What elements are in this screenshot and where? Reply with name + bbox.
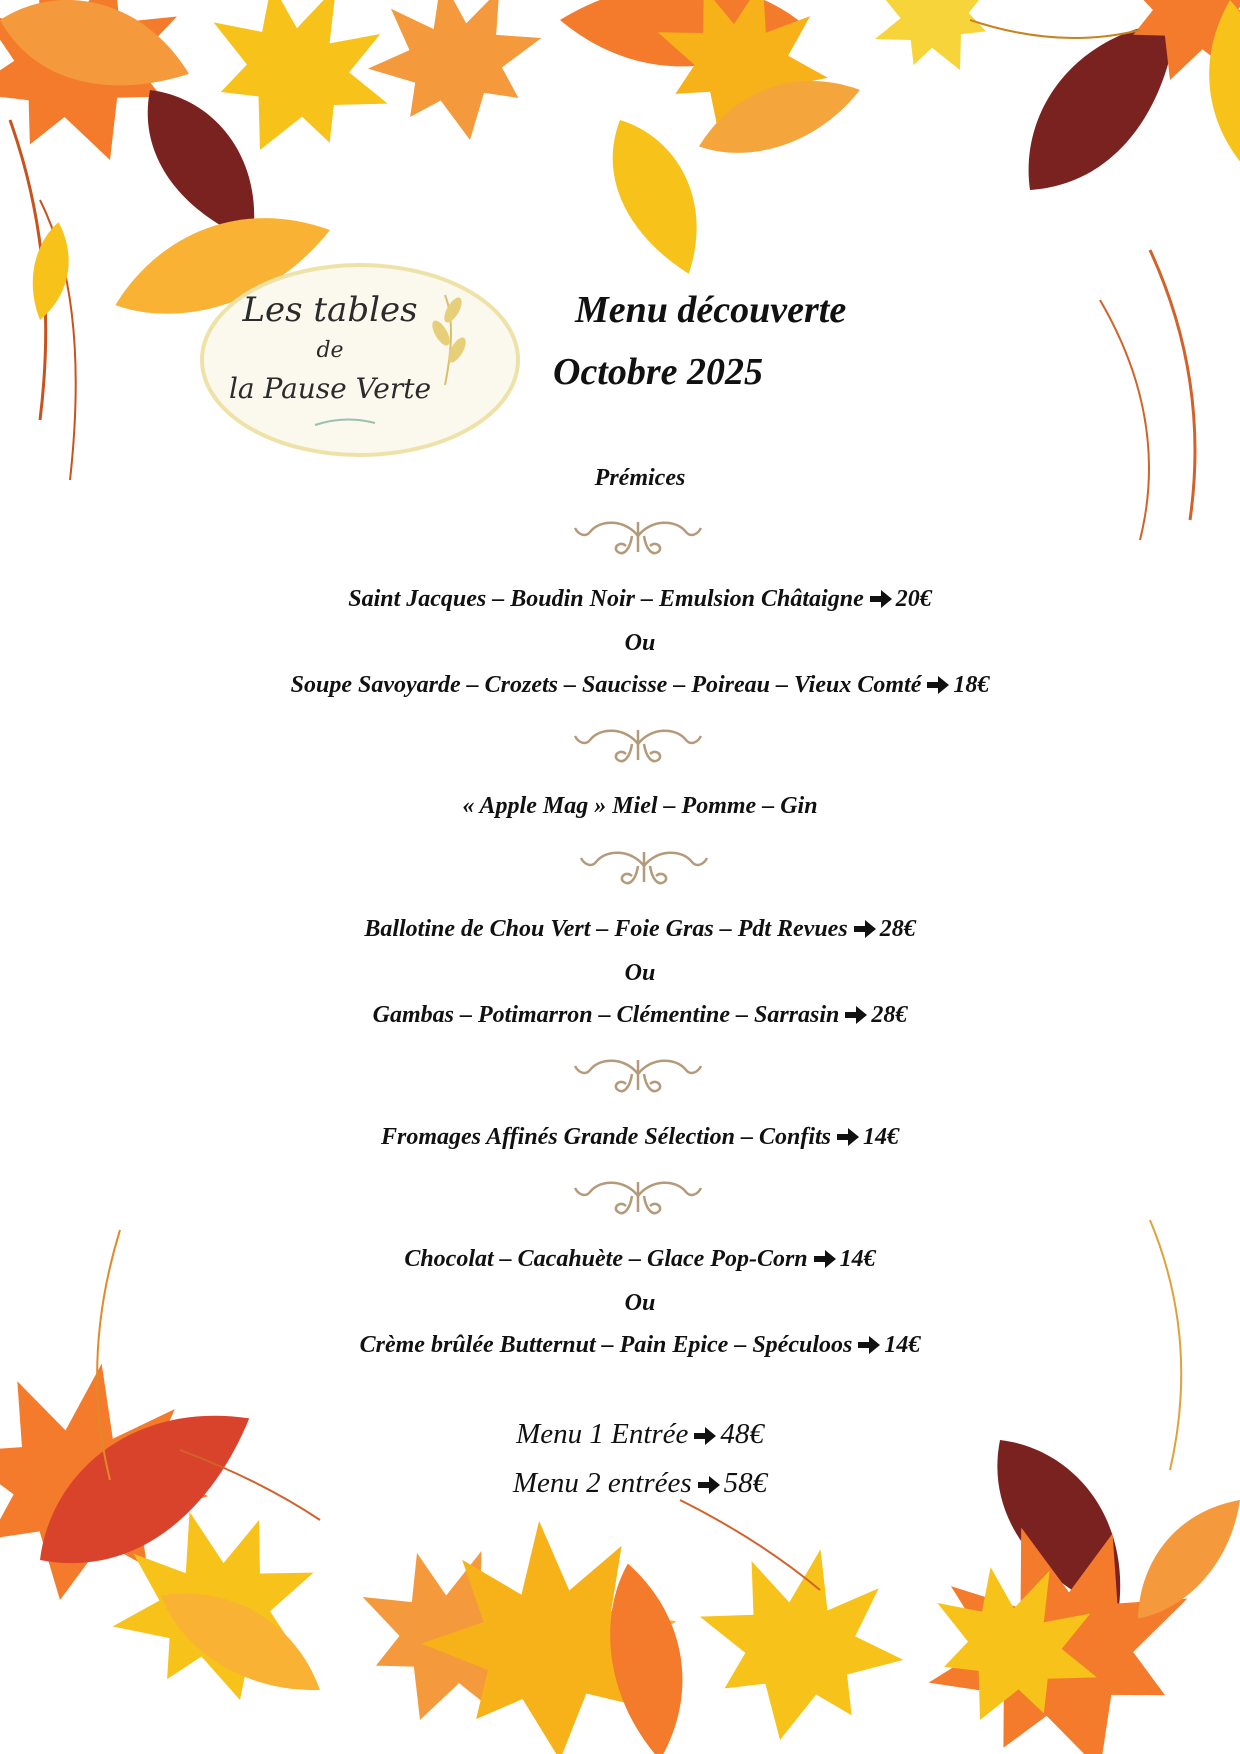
ornament-flourish-icon <box>570 1174 706 1218</box>
ornament-flourish-icon <box>576 844 712 888</box>
main-1 <box>0 916 1240 943</box>
logo-line-2: de <box>316 338 344 363</box>
dessert-2 <box>0 1332 1240 1359</box>
dish-price: 14€ <box>839 1246 876 1272</box>
arrow-right-icon <box>698 1476 720 1494</box>
cheese-course <box>0 1124 1240 1151</box>
dish-price: 28€ <box>879 916 916 942</box>
arrow-right-icon <box>927 676 949 694</box>
dish-name: Gambas – Potimarron – Clémentine – Sarrasin <box>372 1002 840 1028</box>
dish-name: Saint Jacques – Boudin Noir – Emulsion Châtaigne <box>348 586 864 612</box>
or-separator: Ou <box>624 960 656 986</box>
arrow-right-icon <box>858 1336 880 1354</box>
menu-option-2 <box>0 1467 1240 1500</box>
trou-normand: « Apple Mag » Miel – Pomme – Gin <box>462 793 818 819</box>
dish-name: Chocolat – Cacahuète – Glace Pop-Corn <box>404 1246 808 1272</box>
arrow-right-icon <box>845 1006 867 1024</box>
arrow-right-icon <box>870 590 892 608</box>
section-premices: Prémices <box>594 465 686 491</box>
dish-price: 14€ <box>884 1332 921 1358</box>
logo-line-1: Les tables <box>242 290 418 330</box>
ornament-flourish-icon <box>570 722 706 766</box>
dessert-1 <box>0 1246 1240 1273</box>
or-separator: Ou <box>624 630 656 656</box>
menu-price: 48€ <box>720 1418 764 1450</box>
dish-price: 28€ <box>871 1002 908 1028</box>
menu-title: Menu découverte <box>575 289 847 331</box>
starter-2 <box>0 672 1240 699</box>
menu-option-1 <box>0 1418 1240 1451</box>
dish-price: 20€ <box>895 586 932 612</box>
menu-subtitle: Octobre 2025 <box>553 351 764 393</box>
arrow-right-icon <box>837 1128 859 1146</box>
dish-price: 18€ <box>953 672 990 698</box>
menu-price: 58€ <box>723 1467 768 1499</box>
starter-1 <box>0 586 1240 613</box>
arrow-right-icon <box>814 1250 836 1268</box>
menu-label: Menu 1 Entrée <box>516 1418 689 1450</box>
dish-name: Fromages Affinés Grande Sélection – Confits <box>380 1124 832 1150</box>
or-separator: Ou <box>624 1290 656 1316</box>
logo-line-3: la Pause Verte <box>228 372 432 405</box>
ornament-flourish-icon <box>570 1052 706 1096</box>
ornament-flourish-icon <box>570 514 706 558</box>
dish-name: Soupe Savoyarde – Crozets – Saucisse – Poireau – Vieux Comté <box>290 672 922 698</box>
menu-label: Menu 2 entrées <box>512 1467 692 1499</box>
dish-name: Ballotine de Chou Vert – Foie Gras – Pdt Revues <box>364 916 848 942</box>
arrow-right-icon <box>694 1427 716 1445</box>
main-2 <box>0 1002 1240 1029</box>
dish-name: Crème brûlée Butternut – Pain Epice – Spéculoos <box>359 1332 853 1358</box>
arrow-right-icon <box>854 920 876 938</box>
dish-price: 14€ <box>863 1124 900 1150</box>
